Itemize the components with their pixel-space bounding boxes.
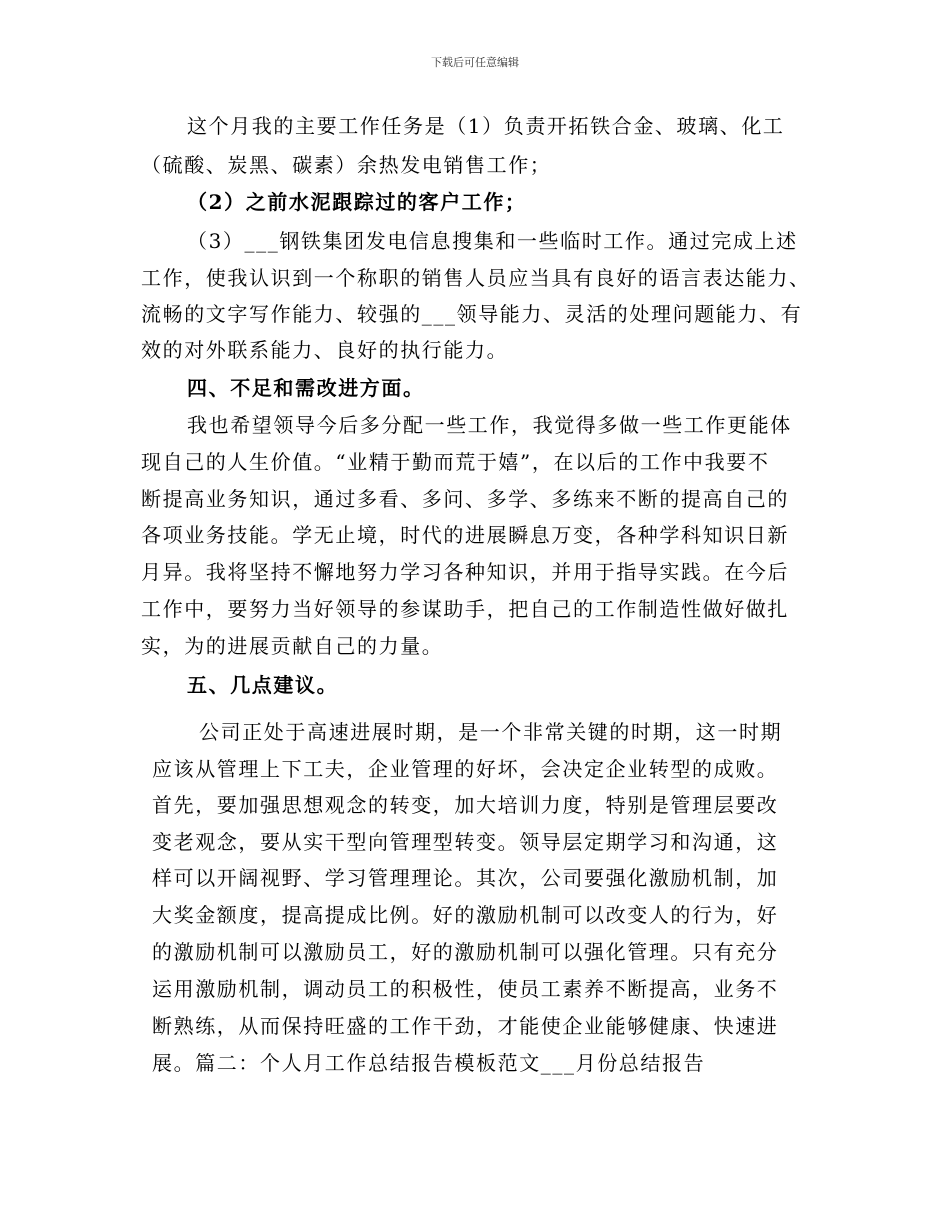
paragraph-line: 首先，要加强思想观念的转变，加大培训力度，特别是管理层要改: [152, 793, 779, 817]
paragraph-line: 断熟练，从而保持旺盛的工作干劲，才能使企业能够健康、快速进: [152, 1014, 779, 1038]
paragraph-line: 样可以开阔视野、学习管理理论。其次，公司要强化激励机制，加: [152, 866, 779, 890]
paragraph-line: 效的对外联系能力、良好的执行能力。: [141, 338, 509, 362]
paragraph-line: 实，为的进展贡献自己的力量。: [141, 634, 444, 658]
paragraph-line: 月异。我将坚持不懈地努力学习各种知识，并用于指导实践。在今后: [141, 560, 789, 584]
paragraph-line: 各项业务技能。学无止境，时代的进展瞬息万变，各种学科知识日新: [141, 523, 789, 547]
paragraph-line: 应该从管理上下工夫，企业管理的好坏，会决定企业转型的成败。: [152, 757, 779, 781]
paragraph-line: 流畅的文字写作能力、较强的___领导能力、灵活的处理问题能力、有: [141, 302, 803, 326]
paragraph-line: （3）___钢铁集团发电信息搜集和一些临时工作。通过完成上述: [187, 229, 798, 253]
paragraph-line: 变老观念，要从实干型向管理型转变。领导层定期学习和沟通，这: [152, 830, 779, 854]
paragraph-line: 这个月我的主要工作任务是（1）负责开拓铁合金、玻璃、化工: [187, 114, 785, 138]
page-header: 下载后可任意编辑: [431, 56, 519, 69]
bold-paragraph-line: （2）之前水泥跟踪过的客户工作；: [187, 190, 527, 214]
paragraph-line: 公司正处于高速进展时期，是一个非常关键的时期，这一时期: [199, 720, 783, 744]
paragraph-line: 运用激励机制，调动员工的积极性，使员工素养不断提高，业务不: [152, 977, 779, 1001]
paragraph-line: 现自己的人生价值。“业精于勤而荒于嬉”，在以后的工作中我要不: [141, 450, 770, 474]
paragraph-line: 工作，使我认识到一个称职的销售人员应当具有良好的语言表达能力、: [141, 266, 811, 290]
section-heading: 四、不足和需改进方面。: [187, 376, 425, 400]
paragraph-line: 工作中，要努力当好领导的参谋助手，把自己的工作制造性做好做扎: [141, 597, 789, 621]
paragraph-line: （硫酸、炭黑、碳素）余热发电销售工作；: [141, 153, 552, 177]
paragraph-line: 断提高业务知识，通过多看、多问、多学、多练来不断的提高自己的: [141, 487, 789, 511]
paragraph-line: 大奖金额度，提高提成比例。好的激励机制可以改变人的行为，好: [152, 903, 779, 927]
paragraph-line: 展。篇二：个人月工作总结报告模板范文___月份总结报告: [152, 1051, 706, 1075]
paragraph-line: 我也希望领导今后多分配一些工作，我觉得多做一些工作更能体: [187, 413, 792, 437]
paragraph-line: 的激励机制可以激励员工，好的激励机制可以强化管理。只有充分: [152, 940, 779, 964]
section-heading: 五、几点建议。: [187, 673, 339, 697]
